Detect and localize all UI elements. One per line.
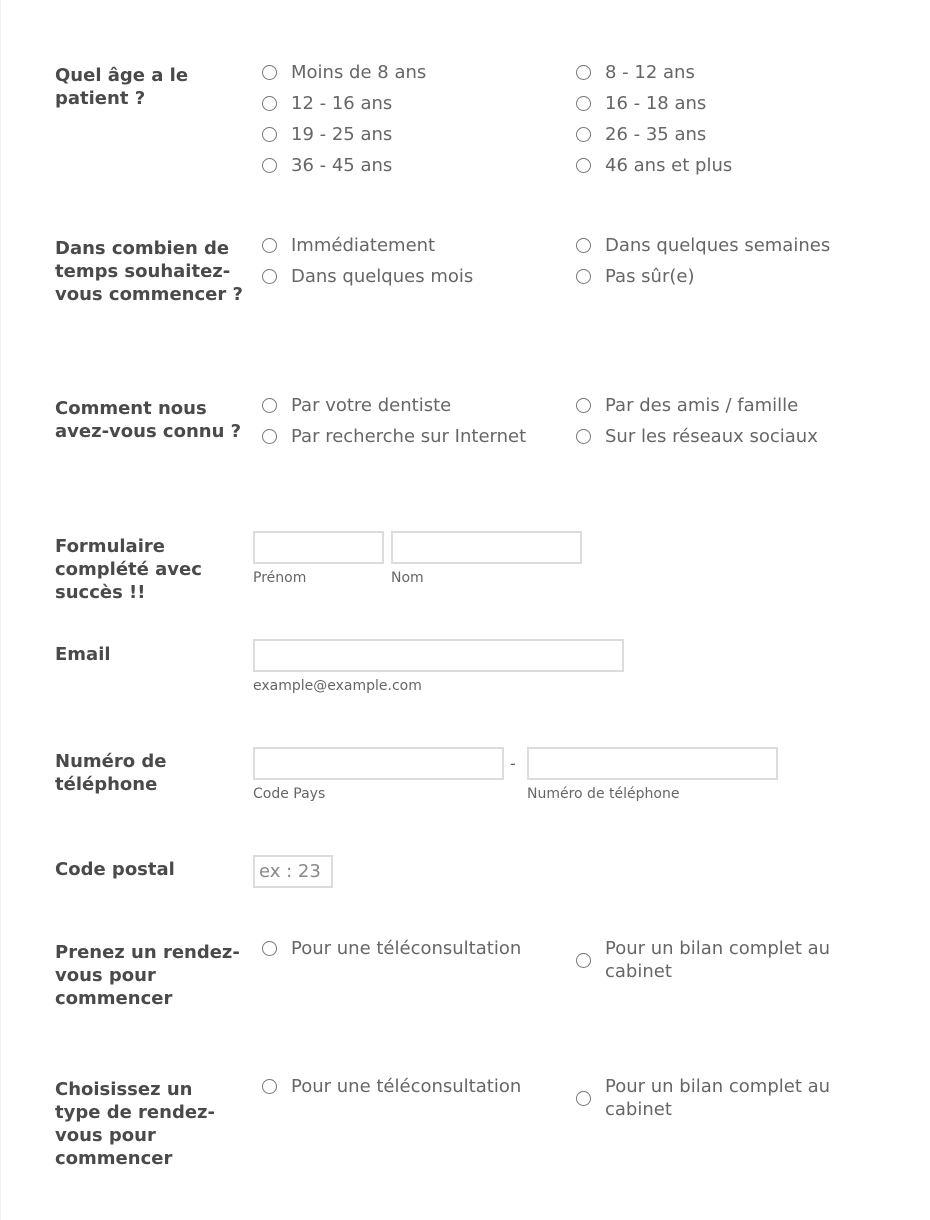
question-label-email: Email [55,644,111,665]
phone-number-input[interactable] [527,747,778,780]
radio-circle-icon[interactable] [262,65,277,80]
radio-source-social[interactable]: Sur les réseaux sociaux [576,425,818,448]
radio-circle-icon[interactable] [576,158,591,173]
radio-start-months[interactable]: Dans quelques mois [262,265,473,288]
radio-age-12-16[interactable]: 12 - 16 ans [262,92,392,115]
postal-code-input[interactable]: ex : 23 [253,855,333,888]
radio-start-immediately[interactable]: Immédiatement [262,234,435,257]
radio-source-friends[interactable]: Par des amis / famille [576,394,798,417]
radio-circle-icon[interactable] [576,65,591,80]
radio-age-26-35[interactable]: 26 - 35 ans [576,123,706,146]
radio-age-8-12[interactable]: 8 - 12 ans [576,61,695,84]
radio-circle-icon[interactable] [576,96,591,111]
question-label-start: Dans combien de temps souhaitez-vous commencer ? [55,238,243,305]
first-name-sublabel: Prénom [253,570,307,586]
page-border [0,0,1,1220]
radio-circle-icon[interactable] [262,158,277,173]
radio-circle-icon[interactable] [262,1079,277,1094]
question-label-appointment-type: Choisissez un type de rendez-vous pour commencer [55,1079,215,1169]
radio-circle-icon[interactable] [262,127,277,142]
radio-appointment-type-cabinet[interactable]: Pour un bilan complet au cabinet [576,1075,856,1121]
radio-appointment-teleconsultation[interactable]: Pour une téléconsultation [262,937,521,960]
radio-circle-icon[interactable] [576,953,591,968]
radio-circle-icon[interactable] [262,269,277,284]
email-sublabel: example@example.com [253,678,422,694]
question-label-phone: Numéro de téléphone [55,751,167,795]
radio-source-internet[interactable]: Par recherche sur Internet [262,425,526,448]
radio-age-under-8[interactable]: Moins de 8 ans [262,61,426,84]
radio-source-dentist[interactable]: Par votre dentiste [262,394,451,417]
radio-circle-icon[interactable] [262,429,277,444]
radio-age-46-plus[interactable]: 46 ans et plus [576,154,732,177]
radio-appointment-cabinet[interactable]: Pour un bilan complet au cabinet [576,937,856,983]
radio-appointment-type-teleconsultation[interactable]: Pour une téléconsultation [262,1075,521,1098]
radio-circle-icon[interactable] [576,398,591,413]
radio-circle-icon[interactable] [576,238,591,253]
last-name-sublabel: Nom [391,570,424,586]
first-name-input[interactable] [253,531,384,564]
radio-circle-icon[interactable] [576,429,591,444]
last-name-input[interactable] [391,531,582,564]
question-label-appointment: Prenez un rendez-vous pour commencer [55,942,240,1009]
radio-circle-icon[interactable] [576,1091,591,1106]
phone-number-sublabel: Numéro de téléphone [527,786,680,802]
radio-circle-icon[interactable] [262,96,277,111]
country-code-sublabel: Code Pays [253,786,326,802]
radio-age-36-45[interactable]: 36 - 45 ans [262,154,392,177]
radio-age-19-25[interactable]: 19 - 25 ans [262,123,392,146]
question-label-name: Formulaire complété avec succès !! [55,536,202,603]
question-label-age: Quel âge a le patient ? [55,65,189,109]
radio-circle-icon[interactable] [576,127,591,142]
radio-start-unsure[interactable]: Pas sûr(e) [576,265,694,288]
radio-circle-icon[interactable] [262,238,277,253]
country-code-input[interactable] [253,747,504,780]
question-label-source: Comment nous avez-vous connu ? [55,398,242,442]
radio-start-weeks[interactable]: Dans quelques semaines [576,234,830,257]
radio-circle-icon[interactable] [262,398,277,413]
radio-circle-icon[interactable] [262,941,277,956]
email-input[interactable] [253,639,624,672]
radio-age-16-18[interactable]: 16 - 18 ans [576,92,706,115]
phone-separator: - [510,754,516,773]
radio-circle-icon[interactable] [576,269,591,284]
question-label-postal: Code postal [55,859,175,880]
